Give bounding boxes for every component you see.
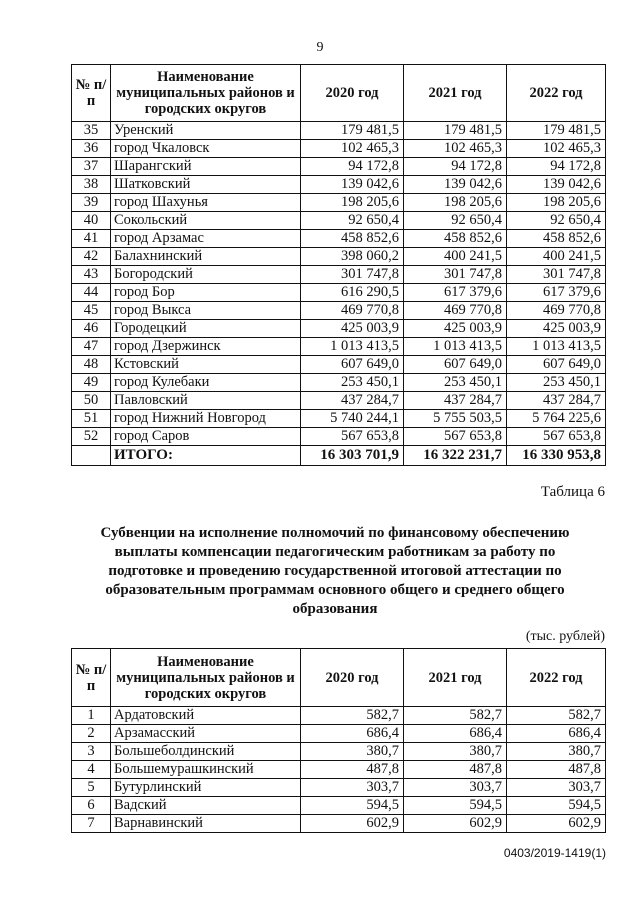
table-row (72, 779, 606, 797)
cell-y2021: 582,7 (404, 707, 507, 725)
cell-y2021: 179 481,5 (404, 122, 507, 140)
header-2022: 2022 год (507, 65, 606, 122)
cell-y2020: 469 770,8 (301, 302, 404, 320)
cell-y2021: 469 770,8 (404, 302, 507, 320)
table-row (72, 761, 606, 779)
table-row (72, 230, 606, 248)
cell-y2021: 139 042,6 (404, 176, 507, 194)
cell-y2020: 616 290,5 (301, 284, 404, 302)
total-2020: 16 303 701,9 (301, 446, 404, 466)
cell-num: 49 (72, 374, 111, 392)
cell-name: Шатковский (111, 176, 301, 194)
table-row (72, 122, 606, 140)
cell-y2020: 686,4 (301, 725, 404, 743)
document-code: 0403/2019-1419(1) (503, 846, 606, 860)
table-row (72, 356, 606, 374)
cell-num: 45 (72, 302, 111, 320)
cell-y2022: 179 481,5 (507, 122, 606, 140)
cell-y2022: 380,7 (507, 743, 606, 761)
cell-name: Богородский (111, 266, 301, 284)
cell-y2022: 686,4 (507, 725, 606, 743)
cell-num: 1 (72, 707, 111, 725)
cell-y2020: 92 650,4 (301, 212, 404, 230)
cell-y2022: 139 042,6 (507, 176, 606, 194)
cell-num: 52 (72, 428, 111, 446)
cell-num: 4 (72, 761, 111, 779)
cell-y2021: 198 205,6 (404, 194, 507, 212)
cell-y2021: 94 172,8 (404, 158, 507, 176)
cell-y2020: 5 740 244,1 (301, 410, 404, 428)
cell-y2020: 567 653,8 (301, 428, 404, 446)
subsidy-table-main (71, 64, 606, 466)
table-row (72, 743, 606, 761)
table-row (72, 374, 606, 392)
cell-y2020: 179 481,5 (301, 122, 404, 140)
cell-name: Городецкий (111, 320, 301, 338)
cell-y2021: 92 650,4 (404, 212, 507, 230)
table-row (72, 338, 606, 356)
cell-y2020: 253 450,1 (301, 374, 404, 392)
section-title: Субвенции на исполнение полномочий по финансовому обеспечению выплаты компенсации педагогическим работникам за работу по подготовке и проведению государственной итоговой аттестации по образовательным программам основного общего и среднего общего образования (100, 525, 570, 617)
cell-y2021: 425 003,9 (404, 320, 507, 338)
table-row (72, 212, 606, 230)
subsidy-table-6 (71, 648, 606, 833)
header-num: № п/п (72, 649, 111, 707)
cell-y2021: 301 747,8 (404, 266, 507, 284)
total-2021: 16 322 231,7 (404, 446, 507, 466)
table-row (72, 140, 606, 158)
cell-num: 43 (72, 266, 111, 284)
cell-y2021: 617 379,6 (404, 284, 507, 302)
table-row (72, 248, 606, 266)
cell-name: город Шахунья (111, 194, 301, 212)
cell-y2022: 437 284,7 (507, 392, 606, 410)
table-row (72, 797, 606, 815)
cell-y2021: 253 450,1 (404, 374, 507, 392)
header-2021: 2021 год (404, 649, 507, 707)
cell-name: город Нижний Новгород (111, 410, 301, 428)
table-row (72, 158, 606, 176)
cell-num: 46 (72, 320, 111, 338)
header-num: № п/п (72, 65, 111, 122)
table-row (72, 815, 606, 833)
cell-name: Уренский (111, 122, 301, 140)
cell-y2021: 602,9 (404, 815, 507, 833)
table-row (72, 320, 606, 338)
cell-y2021: 607 649,0 (404, 356, 507, 374)
cell-num: 48 (72, 356, 111, 374)
cell-name: город Кулебаки (111, 374, 301, 392)
cell-y2020: 301 747,8 (301, 266, 404, 284)
cell-name: город Бор (111, 284, 301, 302)
cell-num: 51 (72, 410, 111, 428)
cell-num: 44 (72, 284, 111, 302)
cell-name: Арзамасский (111, 725, 301, 743)
cell-name: Шарангский (111, 158, 301, 176)
cell-name: Кстовский (111, 356, 301, 374)
cell-name: Павловский (111, 392, 301, 410)
cell-y2020: 398 060,2 (301, 248, 404, 266)
cell-y2022: 301 747,8 (507, 266, 606, 284)
header-2020: 2020 год (301, 649, 404, 707)
cell-num: 36 (72, 140, 111, 158)
cell-name: город Дзержинск (111, 338, 301, 356)
cell-y2021: 567 653,8 (404, 428, 507, 446)
cell-name: город Арзамас (111, 230, 301, 248)
header-2022: 2022 год (507, 649, 606, 707)
table-caption: Таблица 6 (540, 484, 605, 500)
cell-name: город Чкаловск (111, 140, 301, 158)
cell-num: 47 (72, 338, 111, 356)
cell-y2022: 303,7 (507, 779, 606, 797)
header-name: Наименование муниципальных районов и городских округов (111, 649, 301, 707)
cell-y2022: 594,5 (507, 797, 606, 815)
cell-y2022: 582,7 (507, 707, 606, 725)
cell-name: город Саров (111, 428, 301, 446)
cell-y2021: 400 241,5 (404, 248, 507, 266)
cell-y2021: 5 755 503,5 (404, 410, 507, 428)
cell-y2022: 102 465,3 (507, 140, 606, 158)
cell-num: 6 (72, 797, 111, 815)
header-2021: 2021 год (404, 65, 507, 122)
header-name: Наименование муниципальных районов и городских округов (111, 65, 301, 122)
cell-y2020: 487,8 (301, 761, 404, 779)
cell-y2021: 686,4 (404, 725, 507, 743)
cell-y2021: 458 852,6 (404, 230, 507, 248)
cell-y2022: 92 650,4 (507, 212, 606, 230)
page-number: 9 (316, 40, 324, 55)
table-row (72, 410, 606, 428)
cell-y2020: 1 013 413,5 (301, 338, 404, 356)
table-row (72, 428, 606, 446)
cell-num: 39 (72, 194, 111, 212)
cell-name: город Выкса (111, 302, 301, 320)
cell-num: 35 (72, 122, 111, 140)
table-row (72, 725, 606, 743)
cell-y2020: 198 205,6 (301, 194, 404, 212)
cell-y2021: 102 465,3 (404, 140, 507, 158)
total-label: ИТОГО: (111, 446, 301, 466)
cell-num: 7 (72, 815, 111, 833)
cell-y2022: 1 013 413,5 (507, 338, 606, 356)
cell-y2020: 458 852,6 (301, 230, 404, 248)
cell-y2022: 5 764 225,6 (507, 410, 606, 428)
cell-y2020: 94 172,8 (301, 158, 404, 176)
cell-name: Варнавинский (111, 815, 301, 833)
cell-y2020: 594,5 (301, 797, 404, 815)
cell-y2020: 139 042,6 (301, 176, 404, 194)
cell-y2022: 617 379,6 (507, 284, 606, 302)
cell-num: 50 (72, 392, 111, 410)
cell-y2020: 582,7 (301, 707, 404, 725)
cell-y2022: 469 770,8 (507, 302, 606, 320)
header-2020: 2020 год (301, 65, 404, 122)
cell-y2022: 425 003,9 (507, 320, 606, 338)
cell-num: 40 (72, 212, 111, 230)
cell-y2022: 94 172,8 (507, 158, 606, 176)
units-label: (тыс. рублей) (525, 629, 605, 644)
cell-y2021: 1 013 413,5 (404, 338, 507, 356)
cell-y2021: 487,8 (404, 761, 507, 779)
cell-num: 38 (72, 176, 111, 194)
total-row (72, 446, 606, 466)
table-6-body (72, 707, 606, 833)
cell-name: Бутурлинский (111, 779, 301, 797)
cell-y2022: 607 649,0 (507, 356, 606, 374)
cell-y2020: 607 649,0 (301, 356, 404, 374)
cell-name: Балахнинский (111, 248, 301, 266)
cell-y2021: 594,5 (404, 797, 507, 815)
table-row (72, 176, 606, 194)
cell-y2021: 380,7 (404, 743, 507, 761)
table-row (72, 302, 606, 320)
cell-y2021: 303,7 (404, 779, 507, 797)
cell-num: 37 (72, 158, 111, 176)
cell-y2020: 380,7 (301, 743, 404, 761)
table-row (72, 194, 606, 212)
cell-y2022: 487,8 (507, 761, 606, 779)
cell-y2022: 253 450,1 (507, 374, 606, 392)
cell-name: Ардатовский (111, 707, 301, 725)
table-row (72, 266, 606, 284)
cell-num: 3 (72, 743, 111, 761)
cell-num: 2 (72, 725, 111, 743)
cell-y2020: 437 284,7 (301, 392, 404, 410)
total-2022: 16 330 953,8 (507, 446, 606, 466)
cell-y2020: 602,9 (301, 815, 404, 833)
cell-num: 42 (72, 248, 111, 266)
cell-name: Вадский (111, 797, 301, 815)
cell-y2020: 303,7 (301, 779, 404, 797)
cell-name: Большеболдинский (111, 743, 301, 761)
cell-y2021: 437 284,7 (404, 392, 507, 410)
table-main-body (72, 122, 606, 446)
total-num-cell (72, 446, 111, 466)
cell-y2022: 602,9 (507, 815, 606, 833)
cell-y2022: 198 205,6 (507, 194, 606, 212)
cell-name: Большемурашкинский (111, 761, 301, 779)
cell-y2020: 102 465,3 (301, 140, 404, 158)
cell-num: 5 (72, 779, 111, 797)
cell-y2020: 425 003,9 (301, 320, 404, 338)
cell-y2022: 458 852,6 (507, 230, 606, 248)
cell-y2022: 400 241,5 (507, 248, 606, 266)
table-row (72, 707, 606, 725)
cell-y2022: 567 653,8 (507, 428, 606, 446)
cell-name: Сокольский (111, 212, 301, 230)
table-row (72, 392, 606, 410)
cell-num: 41 (72, 230, 111, 248)
table-row (72, 284, 606, 302)
